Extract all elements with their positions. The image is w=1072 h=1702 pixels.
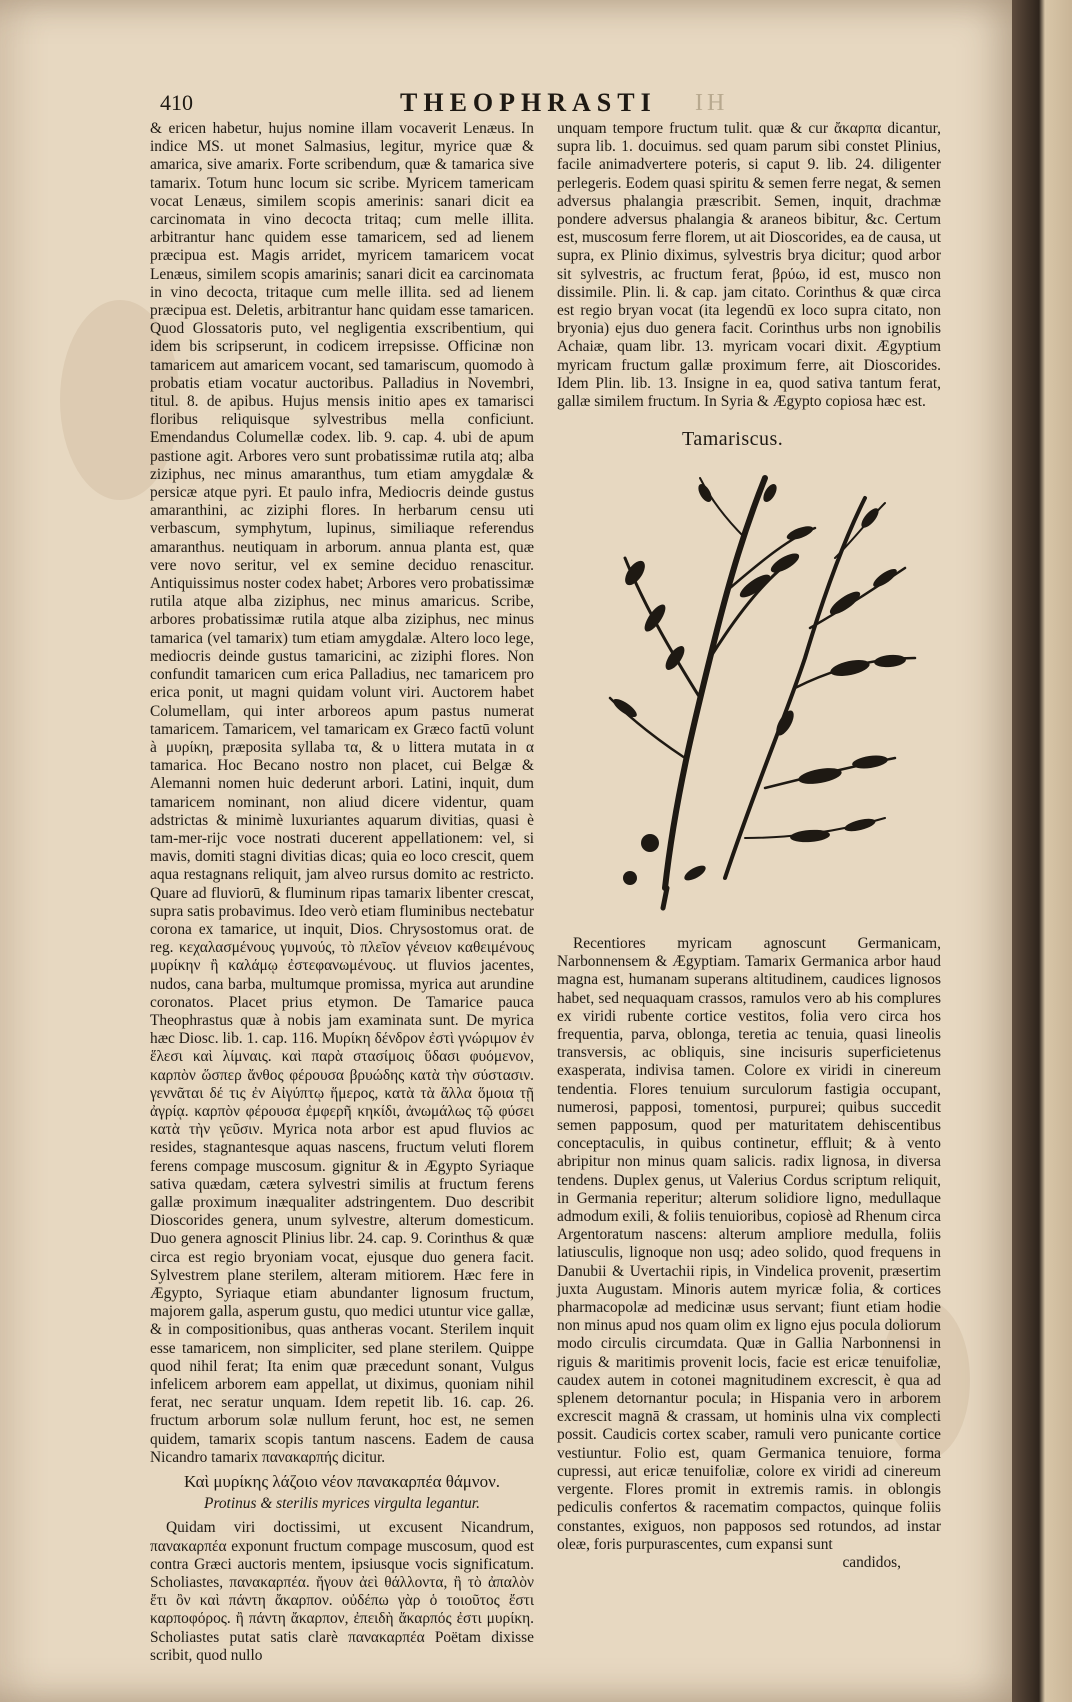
tamariscus-woodcut-illustration: [605, 458, 935, 918]
left-paragraph: & ericen habetur, hujus nomine illam vocaverit Lenæus. In indice MS. ut monet Salmasius, legitur, myrice quæ & amarica, sive amarix. Forte scribendum, quæ & tamarica sive tamarix. Totum hunc locum sic scribe. Myricem tamericam vocat Lenæus, similem scopis amerinis: sanari dicit ea carcinomata in vino decocta tritaq; cum melle illita. arbitrantur hanc quidem esse tamaricem, sed ad lienem præcipua est. Magis arridet, myricem tamaricem vocat Lenæus, similem scopis amarinis; sanari dicit ea carcinomata in vino decocta, tritaque cum melle illita. sed ad lienem præcipua est. Deletis, arbitrantur hanc quidam esse tamaricen. Quod Glossatoris puto, vel negligentia exscribentium, qui idem bis scripserunt, in codicem irrepsisse. Officinæ non tamaricem aut amaricem vocant, sed tamariscum, quomodo à probatis etiam vocatur auctoribus. Palladius in Novembri, titul. 8. de apibus. Hujus mensis initio apes ex tamarisci floribus reliquisque sylvestribus mella conficiunt. Emendandus Columellæ codex. lib. 9. cap. 4. ubi de apum pastione agit. Arbores vero sunt probatissimæ rutila atq; alba ziziphus, nec minus amaranthus, tum etiam amygdalæ & persicæ atque pyri. Et paulo infra, Mediocris deinde gustus amaranthini, ac ziziphi flores. In herbarum censu uti verbascum, symphytum, lupinus, similiaque referendus amaranthus. neutiquam in arborum. annua planta est, quæ vere novo seritur, vel ex semine deciduo renascitur. Antiquissimus noster codex habet; Arbores vero probatissimæ rutila atque alba ziziphus, nec minus amaricus. Scribe, arbores probatissimæ rutila atque alba ziziphus, nec minus tamarica (vel tamarix) tum etiam amygdalæ. Altero loco lege, mediocris deinde gustus tamaricini, ac ziziphi flores. Non confundit tamaricen cum erica Palladius, nec tamaricem pro erica ponit, ut magni quidam volunt viri. Auctorem habet Columellam, qui inter arboreos apum pastus numerat tamaricem. Tamaricem, vel tamaricam ex Græco factū volunt à μυρίκη, præposita syllaba τα, & υ littera mutata in α tamarica. Hoc Becano nostro non placet, cui Belgæ & Alemanni nomen huic dederunt arbori. Latini, inquit, dum tamaricem nominant, non aliud dicere videntur, quam adstrictas & minimè luxuriantes aquarum divitias, quasi è tam-mer-rijc voce nostrati ducerent appellationem: vel, si mavis, domiti stagni divitias dicas; quia eo loco crescit, quem aqua restagnans reliquit, jam alveo rursus domito ac restricto. Quare ad fluviorū, & fluminum ripas tamarix libenter crescat, supra satis probavimus. Ideo verò etiam fluminibus nectebatur corona ex tamarice, ut inquit, Dios. Chrysostomus orat. de reg. κεχαλασμένους γυμνούς, τὸ πλεῖον γένειον καθειμένους μυρίκην ἢ καλάμῳ ἐστεφανωμένους. ut fluvios jacentes, nudos, cana barba, multumque promissa, myrica aut arundine coronatos. Placet prius etymon. De Tamarice pauca Theophrastus quæ à nobis jam examinata sunt. De myrica hæc Diosc. lib. 1. cap. 116. Μυρίκη δένδρον ἐστὶ γνώριμον ἐν ἕλεσι καὶ λίμναις. καὶ παρὰ στασίμοις ὕδασι φυόμενον, καρπὸν ὥσπερ ἄνθος φέρουσα βρυώδης κατὰ τὴν σύστασιν. γεννᾶται δέ τις ἐν Αἰγύπτῳ ἥμερος, κατὰ τὰ ἄλλα ὅμοια τῇ ἀγρίᾳ. καρπὸν φέρουσα ἐμφερῆ κηκίδι, ἀνωμάλως τῷ φύσει κατὰ τὴν γεῦσιν. Myrica nota arbor est apud fluvios ac resides, stagnantesque aquas nascens, fructum veluti florem ferens compage muscosum. gignitur & in Ægypto Syriaque sativa quædam, cætera sylvestri similis at fructum ferens gallæ proximum inæqualiter adstringentem. Duo describit Dioscorides genera, unum sylvestre, alterum domesticum. Duo genera agnoscit Plinius libr. 24. cap. 9. Corinthus & quæ circa est regio bryoniam vocat, ejusque duo genera facit. Sylvestrem plane sterilem, alteram mitiorem. Hæc fere in Ægypto, Syriaque etiam abundanter lignosum fructum, majorem galla, asperum gustu, quo medici utuntur vice gallæ, & in compositionibus, quas antheras vocant. Sterilem inquit esse tamaricem, non simpliciter, sed plane sterilem. Quippe quod nihil ferat; Ita enim quæ præcedunt sonant, Vulgus infelicem arborem eam appellat, ut diximus, quoniam nihil ferat, nec seratur unquam. Idem repetit lib. 16. cap. 26. fructum arborum solæ nullum ferunt, hoc est, ne semen quidem, tamarix scopis tantum nascens. Eadem de causa Nicandro tamarix πανακαρπής dicitur.: [150, 120, 534, 1466]
page-number: 410: [160, 90, 193, 115]
show-through-text: IH: [695, 90, 729, 116]
right-column-top: [557, 120, 941, 410]
right-bottom-paragraph: Recentiores myricam agnoscunt Germanicam, Narbonnensem & Ægyptiam. Tamarix Germanica arbor haud magna est, humanam superans altitudinem, caudices lignosos habet, sed nequaquam crassos, ramulos vero ab his complures ex viridi rubente cortice vestitos, folia vero circa hos frequentia, parva, oblonga, teretia ac tenuia, quasi lineolis transversis, ac obliquis, sine incisuris superficietenus exasperata, indivisa tamen. Colore ex viridi in cinereum tendentia. Flores tenuium surculorum fastigia occupant, numerosi, papposi, tomentosi, purpurei; quibus succedit semen papposum, quod per maturitatem dehiscentibus conceptaculis, in quibus continetur, effluit; & à vento abripitur non minus quam salicis. radix lignosa, in diversa tendens. Duplex genus, ut Valerius Cordus scriptum reliquit, in Germania reperitur; alterum solidiore ligno, medullaque admodum exili, & foliis tenuioribus, copiosè ad Rhenum circa Argentoratum nascens: alterum ampliore medulla, foliis latiusculis, lignoque non usq; adeo solido, quod frequens in Danubii & Uvertachii ripis, in Vindelica provenit, præsertim juxta Augustam. Minoris autem myricæ folia, & cortices pharmacopolæ ad medicinæ usus servant; fiunt etiam hodie non minus apud nos quam olim ex ligno ejus pocula doliorum modo circulis circumdata. Quæ in Gallia Narbonnensi in riguis & maritimis provenit locis, facie est ericæ tenuifoliæ, caudex autem in cotonei magnitudinem excrescit, è qua ad splenem detornantur pocula; in Hispania vero in arborem excrescit magnā & crassam, ut hominis ulna vix complecti possit. Caudicis cortex scaber, ramuli vero punicante cortice vestiuntur. Folio est, quam Germanica tenuiore, forma cupressi, aut ericæ tenuifoliæ, colore ex viridi ad cinereum vergente. Flores promit in extremis ramis. in oblongis pediculis confertos & racematim compactos, quinque foliis constantes, exiguos, non papposos sed rotundos, ad instar oleæ, foris purpurascentes, cum expansi sunt: [557, 935, 941, 1553]
left-closing-paragraph: Quidam viri doctissimi, ut excusent Nicandrum, πανακαρπέα exponunt fructum compage muscosum, quod est contra Græci auctoris mentem, ipsiusque vocis significatum. Scholiastes, πανακαρπέα. ἤγουν ἀεὶ θάλλοντα, ἢ τὸ ἀπαλὸν ἔτι ὂν καὶ πάντη ἄκαρπον. οὐδέπω γὰρ ὁ τοιοῦτος ἔστι καρποφόρος. ἢ πάντη ἄκαρπον, ἐπειδὴ ἄκαρπός ἐστι μυρίκη. Scholiastes putat satis clarè πανακαρπέα Poëtam dixisse scribit, quod nullo: [150, 1519, 534, 1664]
page-header: [160, 90, 940, 120]
figure-title: Tamariscus.: [682, 428, 784, 450]
book-gutter: [1012, 0, 1072, 1702]
catchword: candidos,: [842, 1553, 901, 1571]
right-top-paragraph: unquam tempore fructum tulit. quæ & cur ἄκαρπα dicantur, supra lib. 1. docuimus. sed quam parum sibi constet Plinius, facile animadvertere poteris, si caput 9. lib. 24. diligenter perlegeris. Eodem quasi spiritu & semen ferre negat, & semen adversus phalangia præscribit. Semen, inquit, drachmæ pondere adversus phalangia & araneos bibitur, &c. Certum est, muscosum ferre florem, ut ait Dioscorides, ea de causa, ut supra, ex Plinio diximus, sylvestris brya dicitur; quod arbor sit sylvestris, ac fructum ferat, βρύω, id est, musco non dissimile. Plin. li. & cap. jam citato. Corinthus & quæ circa est regio bryan vocat (ita legendū ex loco supra citato, non bryonia) ejus duo genera facit. Corinthus urbs non ignobilis Achaiæ, quam libr. 13. myricam vocari dixit. Ægyptium myricam fructum gallæ proximum ferre, ait Dioscorides. Idem Plin. lib. 13. Insigne in ea, quod sativa tantum ferat, gallæ similem fructum. In Syria & Ægypto copiosa hæc est.: [557, 120, 941, 411]
greek-verse: Καὶ μυρίκης λάζοιο νέον πανακαρπέα θάμνον.: [183, 1472, 501, 1492]
running-title: THEOPHRASTI: [400, 88, 657, 117]
left-column: [150, 120, 534, 1664]
latin-verse: Protinus & sterilis myrices virgulta legantur.: [204, 1495, 480, 1513]
right-column-bottom: [557, 935, 941, 1625]
